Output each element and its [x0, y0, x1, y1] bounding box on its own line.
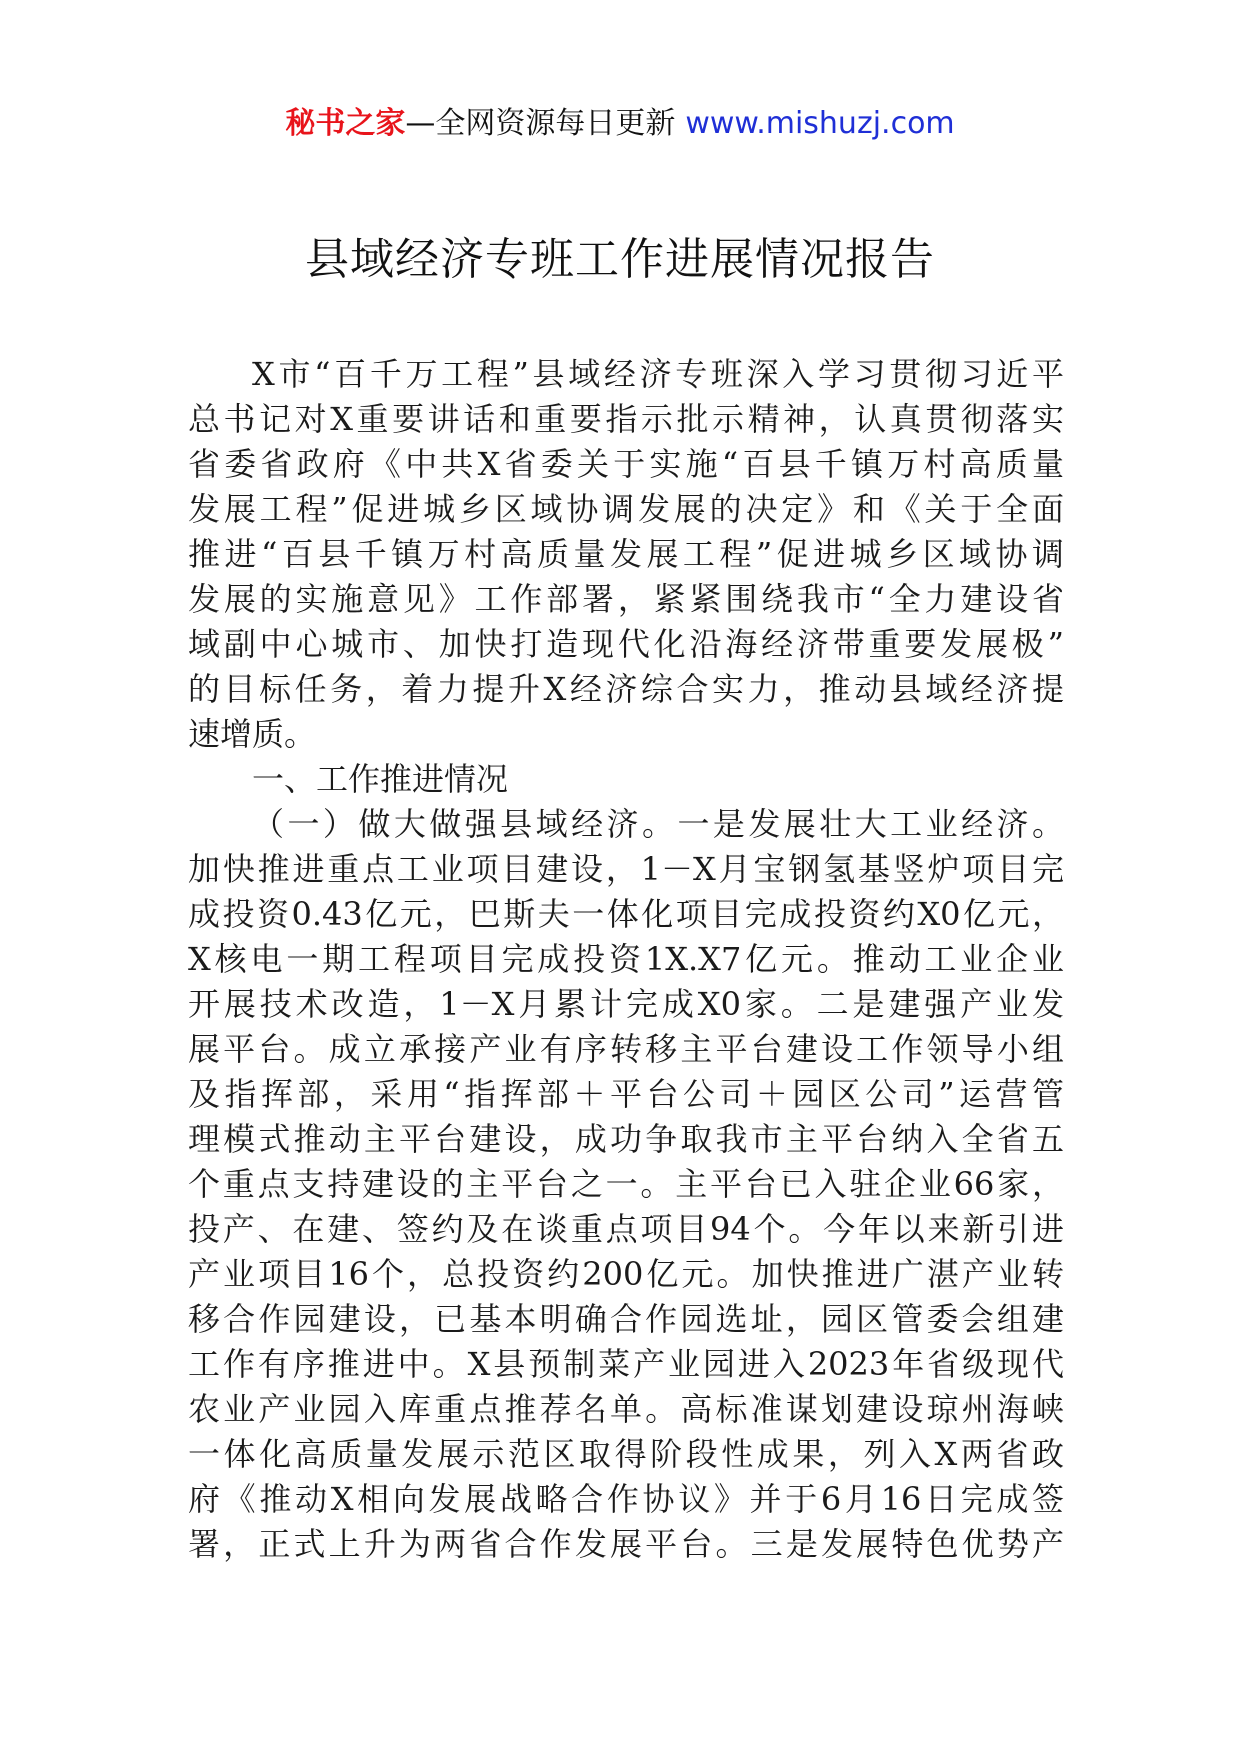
paragraph-line: 工作有序推进中。X县预制菜产业园进入2023年省级现代	[188, 1345, 1064, 1383]
paragraph-line: 展平台。成立承接产业有序转移主平台建设工作领导小组	[188, 1030, 1064, 1068]
paragraph-line: （一）做大做强县域经济。一是发展壮大工业经济。	[252, 805, 1064, 843]
banner-brand: 秘书之家	[285, 106, 406, 141]
paragraph-line: X核电一期工程项目完成投资1X.X7亿元。推动工业企业	[188, 940, 1064, 978]
paragraph-line: 发展的实施意见》工作部署，紧紧围绕我市“全力建设省	[188, 580, 1064, 618]
document-body	[188, 352, 1064, 1567]
paragraph-line: 速增质。	[188, 715, 317, 753]
paragraph-line: 个重点支持建设的主平台之一。主平台已入驻企业66家，	[188, 1165, 1064, 1203]
paragraph-line: 省委省政府《中共X省委关于实施“百县千镇万村高质量	[188, 445, 1064, 483]
paragraph-line: 署，正式上升为两省合作发展平台。三是发展特色优势产	[188, 1525, 1064, 1563]
paragraph-line: 发展工程”促进城乡区域协调发展的决定》和《关于全面	[188, 490, 1064, 528]
site-banner	[0, 104, 1240, 144]
paragraph-line: 总书记对X重要讲话和重要指示批示精神，认真贯彻落实	[188, 400, 1064, 438]
document-title: 县域经济专班工作进展情况报告	[305, 234, 935, 285]
paragraph-line: 的目标任务，着力提升X经济综合实力，推动县域经济提	[188, 670, 1064, 708]
paragraph-line: 开展技术改造，1－X月累计完成X0家。二是建强产业发	[188, 985, 1064, 1023]
paragraph-line: 投产、在建、签约及在谈重点项目94个。今年以来新引进	[188, 1210, 1064, 1248]
banner-url-link[interactable]: www.mishuzj.com	[685, 106, 955, 141]
paragraph-line: 理模式推动主平台建设，成功争取我市主平台纳入全省五	[188, 1120, 1064, 1158]
section-heading: 一、工作推进情况	[252, 760, 509, 798]
paragraph-line: 域副中心城市、加快打造现代化沿海经济带重要发展极”	[188, 625, 1064, 663]
paragraph-line: 农业产业园入库重点推荐名单。高标准谋划建设琼州海峡	[188, 1390, 1064, 1428]
paragraph-line: 加快推进重点工业项目建设，1－X月宝钢氢基竖炉项目完	[188, 850, 1064, 888]
paragraph-line: 成投资0.43亿元，巴斯夫一体化项目完成投资约X0亿元，	[188, 895, 1064, 933]
paragraph-line: 移合作园建设，已基本明确合作园选址，园区管委会组建	[188, 1300, 1064, 1338]
banner-slogan: —全网资源每日更新	[405, 106, 676, 141]
paragraph-line: 产业项目16个，总投资约200亿元。加快推进广湛产业转	[188, 1255, 1064, 1293]
paragraph-line: X市“百千万工程”县域经济专班深入学习贯彻习近平	[252, 355, 1064, 393]
paragraph-line: 一体化高质量发展示范区取得阶段性成果，列入X两省政	[188, 1435, 1064, 1473]
paragraph-line: 府《推动X相向发展战略合作协议》并于6月16日完成签	[188, 1480, 1064, 1518]
paragraph-line: 推进“百县千镇万村高质量发展工程”促进城乡区域协调	[188, 535, 1064, 573]
paragraph-line: 及指挥部，采用“指挥部＋平台公司＋园区公司”运营管	[188, 1075, 1064, 1113]
